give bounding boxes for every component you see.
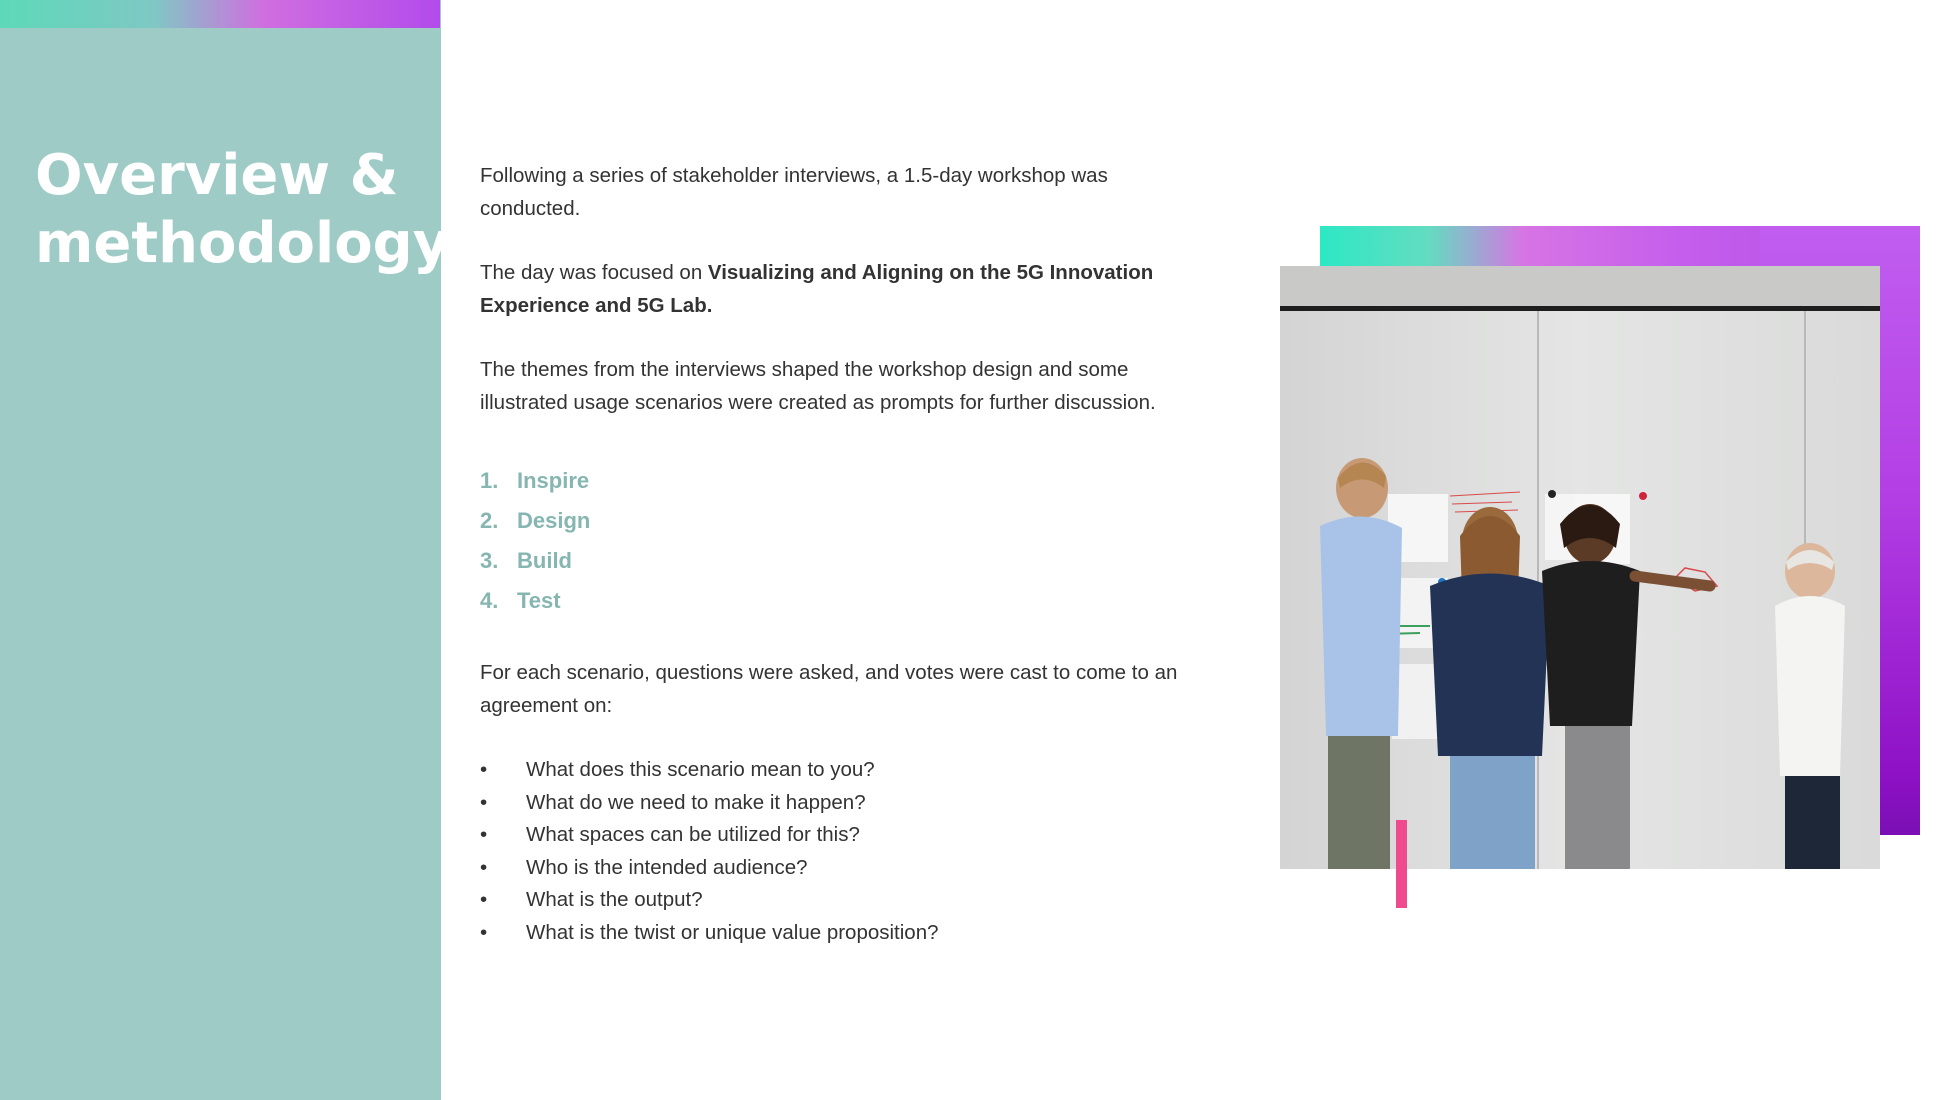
question-text: What does this scenario mean to you? xyxy=(526,758,875,781)
bullet-icon: • xyxy=(480,823,488,846)
questions-list xyxy=(480,754,1200,949)
question-text: What is the output? xyxy=(526,888,703,911)
step-label: Build xyxy=(517,548,572,573)
step-number: 3. xyxy=(480,548,499,573)
step-item xyxy=(480,581,1200,621)
sidebar-panel xyxy=(0,0,450,1100)
step-item xyxy=(480,461,1200,501)
scenario-intro-paragraph: For each scenario, questions were asked, and votes were cast to come to an agreement on: xyxy=(480,661,1178,717)
bullet-icon: • xyxy=(480,758,488,781)
question-text: What is the twist or unique value proposition? xyxy=(526,920,939,944)
focus-paragraph xyxy=(480,257,1200,322)
question-item xyxy=(480,754,1200,787)
photo-container xyxy=(1280,226,1920,908)
question-item xyxy=(480,852,1200,885)
question-item xyxy=(480,884,1200,917)
question-item xyxy=(480,819,1200,852)
bullet-icon: • xyxy=(480,920,488,944)
bullet-icon: • xyxy=(480,855,488,879)
focus-prefix: The day was focused on xyxy=(480,261,708,284)
page-title: Overview & methodology xyxy=(35,143,450,276)
team-whiteboard-photo xyxy=(1280,266,1880,869)
workshop-steps-list xyxy=(480,461,1200,621)
bullet-icon: • xyxy=(480,888,488,911)
step-number: 1. xyxy=(480,468,499,493)
step-label: Design xyxy=(517,508,591,533)
question-text: What spaces can be utilized for this? xyxy=(526,823,860,846)
content-area xyxy=(480,160,1200,949)
question-text: What do we need to make it happen? xyxy=(526,790,866,814)
question-item xyxy=(480,787,1200,820)
sidebar-gradient-bar xyxy=(0,0,440,28)
intro-paragraph: Following a series of stakeholder interviews, a 1.5-day workshop was conducted. xyxy=(480,164,1108,220)
bullet-icon: • xyxy=(480,790,488,814)
question-text: Who is the intended audience? xyxy=(526,855,808,879)
step-number: 2. xyxy=(480,508,499,533)
step-item xyxy=(480,501,1200,541)
step-label: Test xyxy=(517,588,561,613)
step-label: Inspire xyxy=(517,468,590,493)
photo-illustration xyxy=(1280,266,1880,869)
themes-paragraph: The themes from the interviews shaped the workshop design and some illustrated usage scenarios were created as prompts for further discussion. xyxy=(480,358,1156,414)
accent-bar xyxy=(1396,820,1407,908)
step-item xyxy=(480,541,1200,581)
focus-bold-text: Visualizing and Aligning on the 5G Innovation Experience and 5G Lab. xyxy=(480,261,1154,317)
question-item xyxy=(480,917,1200,950)
step-number: 4. xyxy=(480,588,499,613)
